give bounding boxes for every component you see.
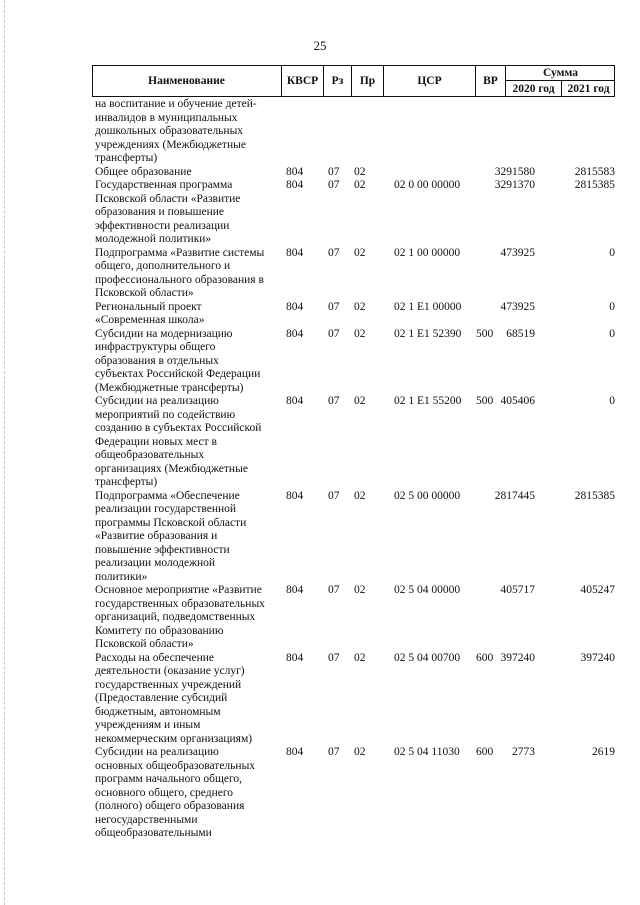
cell-rz: 07 — [328, 246, 340, 259]
cell-sum-2021: 2815385 — [574, 489, 615, 502]
cell-pr: 02 — [354, 165, 366, 178]
cell-sum-2021: 405247 — [580, 584, 615, 596]
cell-pr: 02 — [354, 651, 366, 664]
cell-sum-2020: 473925 — [500, 300, 535, 313]
header-name: Наименование — [148, 75, 225, 87]
cell-kvsr: 804 — [286, 300, 304, 313]
cell-kvsr: 804 — [286, 395, 304, 407]
cell-pr: 02 — [354, 300, 366, 313]
cell-kvsr: 804 — [286, 165, 304, 178]
cell-csr: 02 0 00 00000 — [394, 179, 461, 191]
cell-sum-2020: 2817445 — [494, 489, 535, 502]
cell-name: Подпрограмма «Развитие системы общего, дополнительного и профессионального образования в Псковской области» — [95, 246, 265, 299]
cell-csr: 02 1 E1 55200 — [394, 395, 462, 407]
cell-name: Субсидии на модернизацию инфраструктуры общего образования в отдельных субъектах Российской Федерации (Межбюджетные трансферты) — [95, 327, 261, 394]
cell-rz: 07 — [328, 300, 340, 313]
page-number: 25 — [313, 38, 327, 53]
cell-kvsr: 804 — [286, 246, 304, 259]
cell-name: Государственная программа Псковской области «Развитие образования и повышение эффективности реализации молодежной политики» — [95, 179, 241, 245]
header-pr: Пр — [351, 65, 383, 97]
table-row — [92, 652, 615, 747]
table-row — [92, 746, 615, 841]
cell-rz: 07 — [328, 395, 340, 407]
cell-rz: 07 — [328, 179, 340, 191]
cell-pr: 02 — [354, 327, 366, 340]
cell-name: на воспитание и обучение детей- инвалидов в муниципальных дошкольных образовательных учреждениях (Межбюджетные трансферты) — [95, 98, 257, 164]
cell-sum-2021: 2619 — [592, 746, 615, 758]
table-row — [92, 490, 615, 585]
cell-csr: 02 5 00 00000 — [394, 489, 461, 502]
cell-sum-2021: 2815583 — [574, 165, 615, 178]
cell-csr: 02 5 04 00000 — [394, 584, 461, 596]
table-row — [92, 179, 615, 247]
header-rz: Рз — [323, 65, 351, 97]
cell-sum-2020: 405406 — [500, 395, 535, 407]
cell-pr: 02 — [354, 746, 366, 758]
header-csr: ЦСР — [383, 65, 475, 97]
cell-sum-2020: 2773 — [512, 746, 535, 758]
cell-csr: 02 5 04 11030 — [394, 746, 460, 758]
cell-name: Общее образование — [95, 165, 192, 178]
cell-csr: 02 1 E1 52390 — [394, 327, 462, 340]
cell-rz: 07 — [328, 651, 340, 664]
cell-name: Субсидии на реализацию основных общеобразовательных программ начального общего, основного общего, среднего (полного) общего образования негосударственными общеобразовательными — [95, 746, 256, 839]
table-row — [92, 328, 615, 396]
table-row — [92, 301, 615, 328]
cell-vr: 600 — [476, 651, 494, 664]
cell-pr: 02 — [354, 489, 366, 502]
cell-kvsr: 804 — [286, 489, 304, 502]
cell-rz: 07 — [328, 489, 340, 502]
header-kvsr: КВСР — [281, 65, 323, 97]
table-body — [92, 98, 615, 841]
cell-sum-2020: 3291370 — [494, 179, 535, 191]
cell-sum-2020: 405717 — [500, 584, 535, 596]
cell-csr: 02 5 04 00700 — [394, 651, 461, 664]
cell-vr: 600 — [476, 746, 494, 758]
cell-rz: 07 — [328, 584, 340, 596]
header-vr: ВР — [475, 65, 505, 97]
cell-kvsr: 804 — [286, 327, 304, 340]
cell-sum-2021: 0 — [609, 246, 615, 259]
cell-sum-2021: 2815385 — [574, 179, 615, 191]
cell-sum-2020: 397240 — [500, 651, 535, 664]
cell-sum-2021: 0 — [609, 395, 615, 407]
table-row — [92, 584, 615, 652]
cell-rz: 07 — [328, 746, 340, 758]
cell-pr: 02 — [354, 395, 366, 407]
table-row — [92, 395, 615, 490]
table-row — [92, 98, 615, 166]
table-header — [92, 65, 615, 97]
cell-name: Субсидии на реализацию мероприятий по содействию созданию в субъектах Российской Федерации новых мест в общеобразовательных организациях (Межбюджетные трансферты) — [95, 395, 262, 488]
cell-kvsr: 804 — [286, 651, 304, 664]
cell-csr: 02 1 00 00000 — [394, 246, 461, 259]
cell-name: Расходы на обеспечение деятельности (оказание услуг) государственных учреждений (Предоставление субсидий бюджетным, автономным учреждениям и иным некоммерческим организациям) — [95, 651, 253, 745]
cell-pr: 02 — [354, 584, 366, 596]
cell-rz: 07 — [328, 327, 340, 340]
cell-name: Подпрограмма «Обеспечение реализации государственной программы Псковской области «Развитие образования и повышение эффективности реализации молодежной политики» — [95, 489, 247, 583]
cell-pr: 02 — [354, 179, 366, 191]
header-year-2020: 2020 год — [505, 81, 561, 97]
cell-kvsr: 804 — [286, 179, 304, 191]
cell-rz: 07 — [328, 165, 340, 178]
table-row — [92, 247, 615, 301]
cell-kvsr: 804 — [286, 746, 304, 758]
cell-sum-2020: 68519 — [506, 327, 535, 340]
cell-kvsr: 804 — [286, 584, 304, 596]
cell-vr: 500 — [476, 327, 494, 340]
scan-edge-mark — [4, 0, 5, 905]
cell-sum-2020: 3291580 — [494, 165, 535, 178]
header-year-2021: 2021 год — [561, 81, 615, 97]
cell-csr: 02 1 E1 00000 — [394, 300, 462, 313]
cell-name: Основное мероприятие «Развитие государственных образовательных организаций, подведомственных Комитету по образованию Псковской области» — [95, 584, 265, 650]
cell-sum-2021: 0 — [609, 327, 615, 340]
cell-pr: 02 — [354, 246, 366, 259]
header-sum: Сумма — [505, 65, 615, 81]
cell-name: Региональный проект «Современная школа» — [95, 300, 205, 326]
table-row — [92, 166, 615, 180]
cell-vr: 500 — [476, 395, 494, 407]
cell-sum-2021: 0 — [609, 300, 615, 313]
cell-sum-2020: 473925 — [500, 246, 535, 259]
cell-sum-2021: 397240 — [580, 651, 615, 664]
